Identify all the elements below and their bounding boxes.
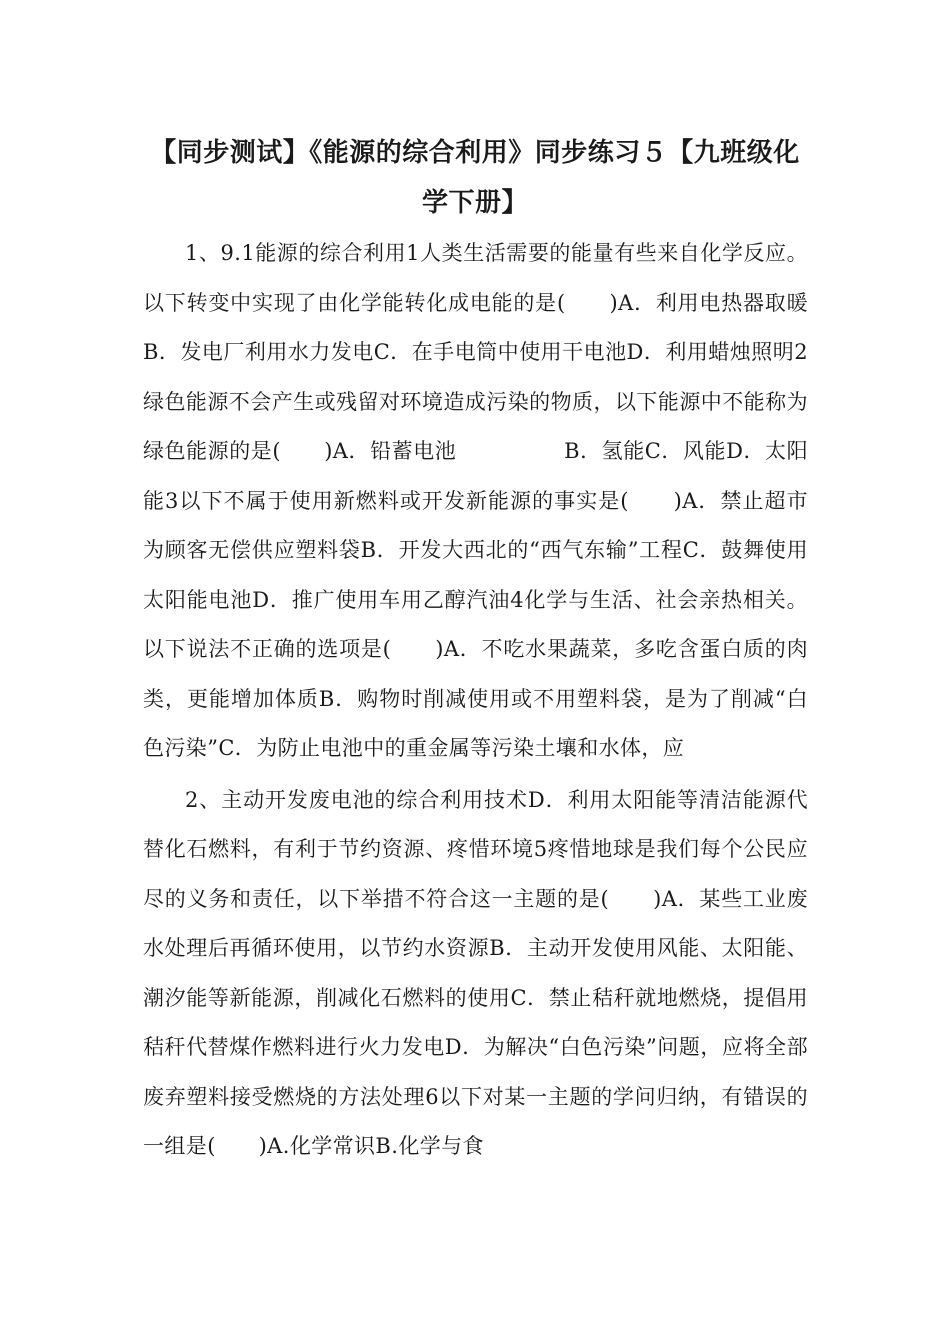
paragraph-2: 2、主动开发废电池的综合利用技术D．利用太阳能等清洁能源代替化石燃料，有利于节约资源、疼惜环境5疼惜地球是我们每个公民应尽的义务和责任，以下举措不符合这一主题的是( )A．某些工业废水处理后再循环使用，以节约水资源B．主动开发使用风能、太阳能、潮汐能等新能源，削减化石燃料的使用C．禁止秸秆就地燃烧，提倡用秸秆代替煤作燃料进行火力发电D．为解决“白色污染”问题，应将全部废弃塑料接受燃烧的方法处理6以下对某一主题的学问归纳，有错误的一组是( )A.化学常识B.化学与食	[143, 787, 808, 1158]
document-body	[143, 229, 808, 1174]
paragraph-1: 1、9.1能源的综合利用1人类生活需要的能量有些来自化学反应。以下转变中实现了由化学能转化成电能的是( )A．利用电热器取暖B．发电厂利用水力发电C．在手电筒中使用干电池D．利用蜡烛照明2绿色能源不会产生或残留对环境造成污染的物质，以下能源中不能称为绿色能源的是( )A．铅蓄电池 B．氢能C．风能D．太阳能3以下不属于使用新燃料或开发新能源的事实是( )A．禁止超市为顾客无偿供应塑料袋B．开发大西北的“西气东输”工程C．鼓舞使用太阳能电池D．推广使用车用乙醇汽油4化学与生活、社会亲热相关。以下说法不正确的选项是( )A．不吃水果蔬菜，多吃含蛋白质的肉类，更能增加体质B．购物时削减使用或不用塑料袋，是为了削减“白色污染”C．为防止电池中的重金属等污染土壤和水体，应	[143, 241, 808, 760]
document-title: 【同步测试】《能源的综合利用》同步练习５【九班级化学下册】	[150, 138, 800, 218]
